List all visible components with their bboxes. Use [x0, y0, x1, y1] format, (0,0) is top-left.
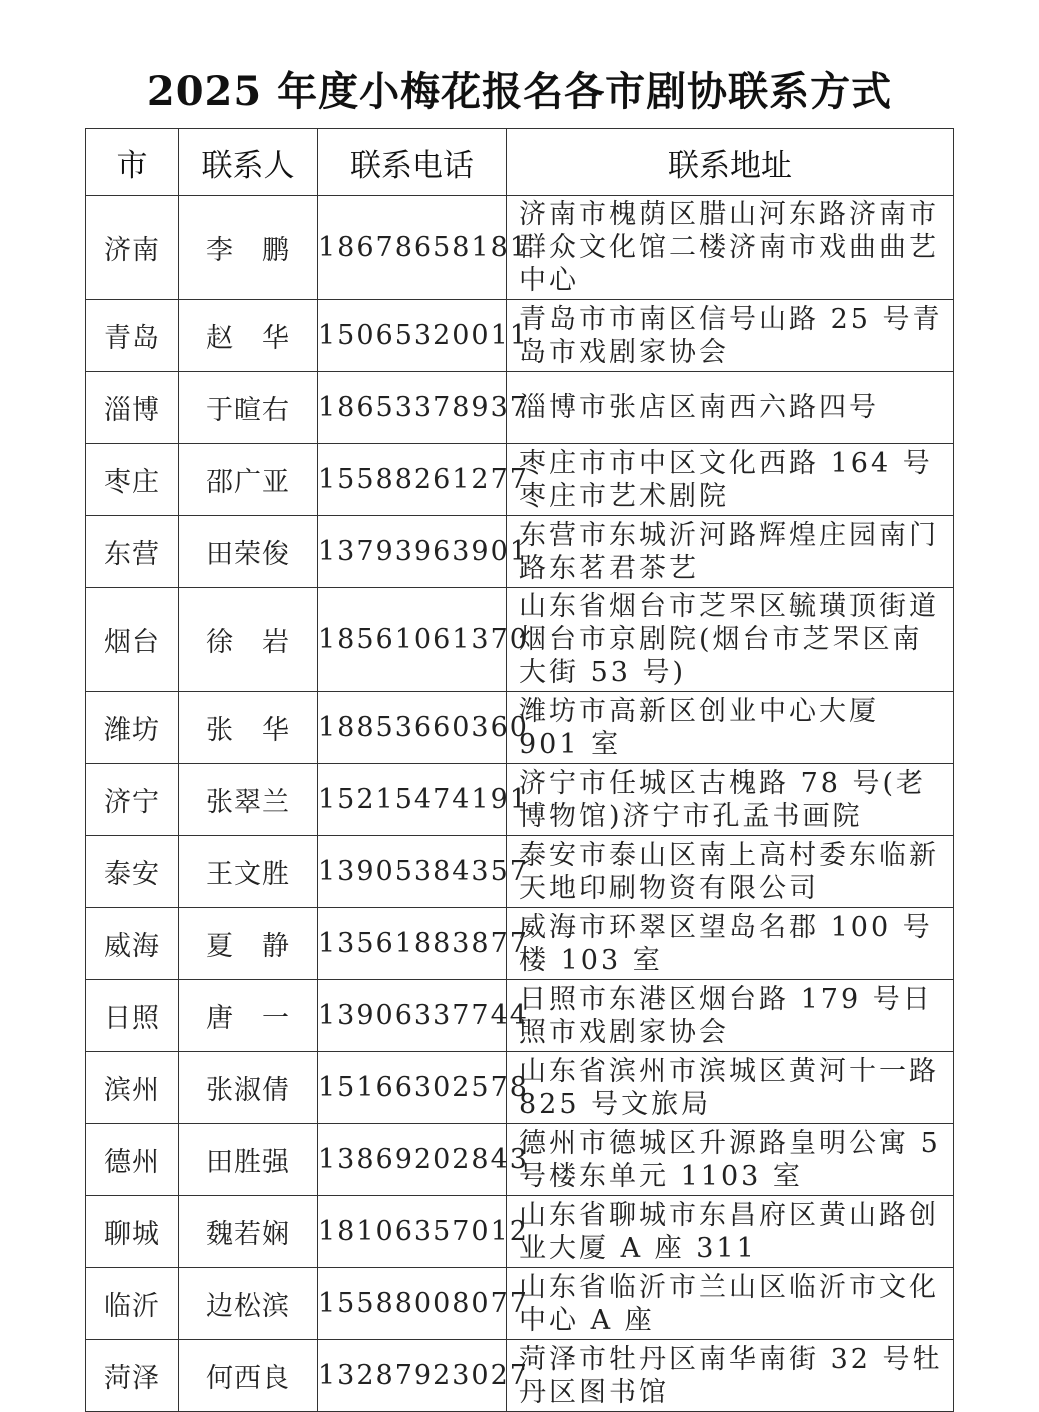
city-cell: 济南 [86, 196, 179, 300]
header-phone: 联系电话 [318, 129, 507, 196]
address-cell: 东营市东城沂河路辉煌庄园南门路东茗君茶艺 [507, 516, 954, 588]
phone-cell: 18853660360 [318, 692, 507, 764]
city-cell: 临沂 [86, 1268, 179, 1340]
city-cell: 聊城 [86, 1196, 179, 1268]
phone-cell: 15065320011 [318, 300, 507, 372]
table-row [86, 588, 954, 692]
phone-cell: 18561061370 [318, 588, 507, 692]
table-row [86, 1124, 954, 1196]
table-row [86, 1268, 954, 1340]
contact-person-cell: 张淑倩 [179, 1052, 318, 1124]
city-cell: 济宁 [86, 764, 179, 836]
phone-cell: 13287923027 [318, 1340, 507, 1412]
contact-person-cell: 徐 岩 [179, 588, 318, 692]
phone-cell: 13905384357 [318, 836, 507, 908]
table-row [86, 1052, 954, 1124]
address-cell: 威海市环翠区望岛名郡 100 号楼 103 室 [507, 908, 954, 980]
address-cell: 山东省临沂市兰山区临沂市文化中心 A 座 [507, 1268, 954, 1340]
phone-cell: 13561883877 [318, 908, 507, 980]
contact-person-cell: 王文胜 [179, 836, 318, 908]
table-row [86, 196, 954, 300]
contact-person-cell: 邵广亚 [179, 444, 318, 516]
address-cell: 济宁市任城区古槐路 78 号(老博物馆)济宁市孔孟书画院 [507, 764, 954, 836]
phone-cell: 18106357012 [318, 1196, 507, 1268]
city-cell: 淄博 [86, 372, 179, 444]
contact-person-cell: 于暄右 [179, 372, 318, 444]
phone-cell: 18653378937 [318, 372, 507, 444]
address-cell: 日照市东港区烟台路 179 号日照市戏剧家协会 [507, 980, 954, 1052]
phone-cell: 13906337744 [318, 980, 507, 1052]
header-city: 市 [86, 129, 179, 196]
contact-person-cell: 赵 华 [179, 300, 318, 372]
contact-person-cell: 田胜强 [179, 1124, 318, 1196]
city-cell: 菏泽 [86, 1340, 179, 1412]
address-cell: 泰安市泰山区南上高村委东临新天地印刷物资有限公司 [507, 836, 954, 908]
table-row [86, 1340, 954, 1412]
phone-cell: 15588261277 [318, 444, 507, 516]
table-row [86, 908, 954, 980]
table-row [86, 764, 954, 836]
table-row [86, 444, 954, 516]
city-cell: 烟台 [86, 588, 179, 692]
address-cell: 德州市德城区升源路皇明公寓 5 号楼东单元 1103 室 [507, 1124, 954, 1196]
city-cell: 潍坊 [86, 692, 179, 764]
contact-person-cell: 张翠兰 [179, 764, 318, 836]
contact-person-cell: 唐 一 [179, 980, 318, 1052]
table-row [86, 300, 954, 372]
address-cell: 青岛市市南区信号山路 25 号青岛市戏剧家协会 [507, 300, 954, 372]
address-cell: 济南市槐荫区腊山河东路济南市群众文化馆二楼济南市戏曲曲艺中心 [507, 196, 954, 300]
contact-person-cell: 李 鹏 [179, 196, 318, 300]
address-cell: 山东省聊城市东昌府区黄山路创业大厦 A 座 311 [507, 1196, 954, 1268]
address-cell: 山东省烟台市芝罘区毓璜顶街道烟台市京剧院(烟台市芝罘区南大街 53 号) [507, 588, 954, 692]
city-cell: 东营 [86, 516, 179, 588]
city-cell: 威海 [86, 908, 179, 980]
table-row [86, 372, 954, 444]
city-cell: 日照 [86, 980, 179, 1052]
contact-table [85, 128, 954, 1412]
address-cell: 山东省滨州市滨城区黄河十一路 825 号文旅局 [507, 1052, 954, 1124]
phone-cell: 18678658181 [318, 196, 507, 300]
address-cell: 菏泽市牡丹区南华南街 32 号牡丹区图书馆 [507, 1340, 954, 1412]
header-address: 联系地址 [507, 129, 954, 196]
table-row [86, 692, 954, 764]
table-row [86, 836, 954, 908]
address-cell: 枣庄市市中区文化西路 164 号枣庄市艺术剧院 [507, 444, 954, 516]
table-row [86, 516, 954, 588]
contact-person-cell: 魏若娴 [179, 1196, 318, 1268]
header-contact-person: 联系人 [179, 129, 318, 196]
address-cell: 淄博市张店区南西六路四号 [507, 372, 954, 444]
city-cell: 德州 [86, 1124, 179, 1196]
table-header-row [86, 129, 954, 196]
address-cell: 潍坊市高新区创业中心大厦 901 室 [507, 692, 954, 764]
city-cell: 滨州 [86, 1052, 179, 1124]
page-title: 2025 年度小梅花报名各市剧协联系方式 [146, 68, 893, 115]
phone-cell: 15166302578 [318, 1052, 507, 1124]
phone-cell: 15588008077 [318, 1268, 507, 1340]
contact-person-cell: 何西良 [179, 1340, 318, 1412]
contact-person-cell: 夏 静 [179, 908, 318, 980]
phone-cell: 13869202843 [318, 1124, 507, 1196]
phone-cell: 13793963901 [318, 516, 507, 588]
phone-cell: 15215474191 [318, 764, 507, 836]
city-cell: 枣庄 [86, 444, 179, 516]
table-row [86, 1196, 954, 1268]
city-cell: 青岛 [86, 300, 179, 372]
city-cell: 泰安 [86, 836, 179, 908]
contact-person-cell: 张 华 [179, 692, 318, 764]
table-row [86, 980, 954, 1052]
contact-person-cell: 田荣俊 [179, 516, 318, 588]
contact-person-cell: 边松滨 [179, 1268, 318, 1340]
